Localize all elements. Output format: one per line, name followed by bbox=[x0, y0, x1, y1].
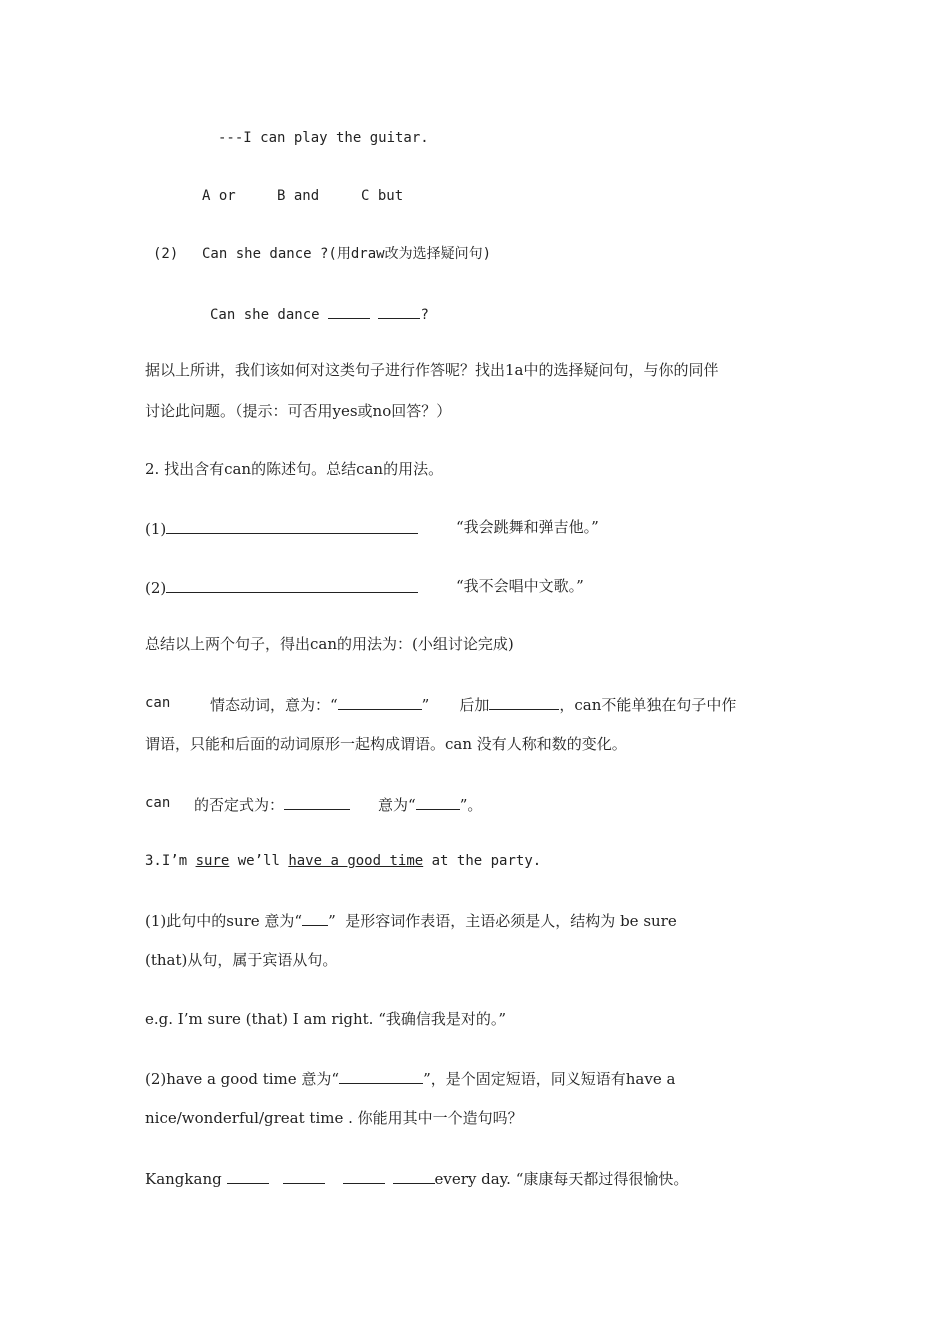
sure-note-part-b: ” 是形容词作表语，主语必须是人，结构为 be sure bbox=[328, 912, 677, 930]
can-rule-part2: ” bbox=[421, 696, 430, 714]
option-a: A or bbox=[202, 188, 236, 204]
can-negative-part2: 意为“ bbox=[378, 796, 416, 814]
good-time-line-2: nice/wonderful/great time . 你能用其中一个造句吗？ bbox=[145, 1109, 523, 1127]
q2-fill-prefix: Can she dance bbox=[210, 307, 320, 323]
q2-label: (2) bbox=[153, 246, 179, 262]
blank-4[interactable] bbox=[393, 1167, 435, 1184]
good-time-part-a: (2)have a good time 意为“ bbox=[145, 1070, 340, 1088]
can-word: can bbox=[145, 795, 171, 811]
q2-fill-line bbox=[210, 302, 429, 325]
item-number: (1) bbox=[145, 520, 167, 538]
answer-blank[interactable] bbox=[166, 517, 418, 534]
blank-1[interactable] bbox=[227, 1167, 269, 1184]
blank-2[interactable] bbox=[378, 302, 420, 319]
option-b: B and bbox=[277, 188, 320, 204]
blank-2[interactable] bbox=[283, 1167, 325, 1184]
sure-note-line-2: (that)从句，属于宾语从句。 bbox=[145, 951, 338, 969]
can-word: can bbox=[145, 695, 171, 711]
good-time-line-1 bbox=[145, 1067, 675, 1089]
kangkang-prefix: Kangkang bbox=[145, 1170, 222, 1188]
section3-middle: we’ll bbox=[229, 853, 289, 869]
sure-note-part-a: (1)此句中的sure 意为“ bbox=[145, 912, 303, 930]
kangkang-suffix: every day. “康康每天都过得很愉快。 bbox=[434, 1170, 689, 1188]
can-rule-line bbox=[210, 693, 736, 715]
sure-blank[interactable] bbox=[302, 909, 328, 926]
option-c: C but bbox=[361, 188, 404, 204]
meaning-blank[interactable] bbox=[338, 693, 422, 710]
kangkang-line bbox=[145, 1167, 688, 1189]
good-time-blank[interactable] bbox=[339, 1067, 423, 1084]
discussion-line-1: 据以上所讲，我们该如何对这类句子进行作答呢？找出1a中的选择疑问句，与你的同伴 bbox=[145, 361, 719, 379]
blank-3[interactable] bbox=[343, 1167, 385, 1184]
section3-suffix: at the party. bbox=[423, 853, 542, 869]
sure-note-line-1 bbox=[145, 909, 677, 931]
can-rule-part1: 情态动词，意为：“ bbox=[210, 696, 338, 714]
example-sentence: e.g. I’m sure (that) I am right. “我确信我是对的。” bbox=[145, 1010, 507, 1028]
section3-prefix: 3.I’m bbox=[145, 853, 196, 869]
negative-meaning-blank[interactable] bbox=[416, 793, 460, 810]
can-negative-part1: 的否定式为： bbox=[194, 796, 285, 814]
item-meaning: “我会跳舞和弹吉他。” bbox=[456, 518, 599, 536]
summary-intro: 总结以上两个句子，得出can的用法为：(小组讨论完成) bbox=[145, 635, 514, 653]
q2-text: Can she dance ?(用draw改为选择疑问句) bbox=[202, 246, 492, 262]
item-number: (2) bbox=[145, 579, 167, 597]
q2-fill-suffix: ? bbox=[420, 307, 429, 323]
good-time-part-b: ”，是个固定短语，同义短语有have a bbox=[423, 1070, 676, 1088]
negative-blank[interactable] bbox=[284, 793, 350, 810]
can-negative-part3: ”。 bbox=[459, 796, 483, 814]
q1-answer: ---I can play the guitar. bbox=[218, 130, 429, 146]
section2-item-2 bbox=[145, 576, 418, 598]
follow-blank[interactable] bbox=[489, 693, 559, 710]
can-rule-part4: ，can不能单独在句子中作 bbox=[559, 696, 737, 714]
can-rule-part3: 后加 bbox=[459, 696, 490, 714]
section3-sentence bbox=[145, 851, 541, 871]
underlined-phrase: have a good time bbox=[288, 853, 424, 869]
section2-title: 2. 找出含有can的陈述句。总结can的用法。 bbox=[145, 460, 444, 478]
discussion-line-2: 讨论此问题。（提示：可否用yes或no回答？） bbox=[145, 402, 452, 420]
can-negative-line bbox=[194, 793, 482, 815]
can-rule-line-2: 谓语，只能和后面的动词原形一起构成谓语。can 没有人称和数的变化。 bbox=[145, 735, 627, 753]
underlined-sure: sure bbox=[195, 853, 230, 869]
answer-blank[interactable] bbox=[166, 576, 418, 593]
item-meaning: “我不会唱中文歌。” bbox=[456, 577, 584, 595]
blank-1[interactable] bbox=[328, 302, 370, 319]
section2-item-1 bbox=[145, 517, 418, 539]
